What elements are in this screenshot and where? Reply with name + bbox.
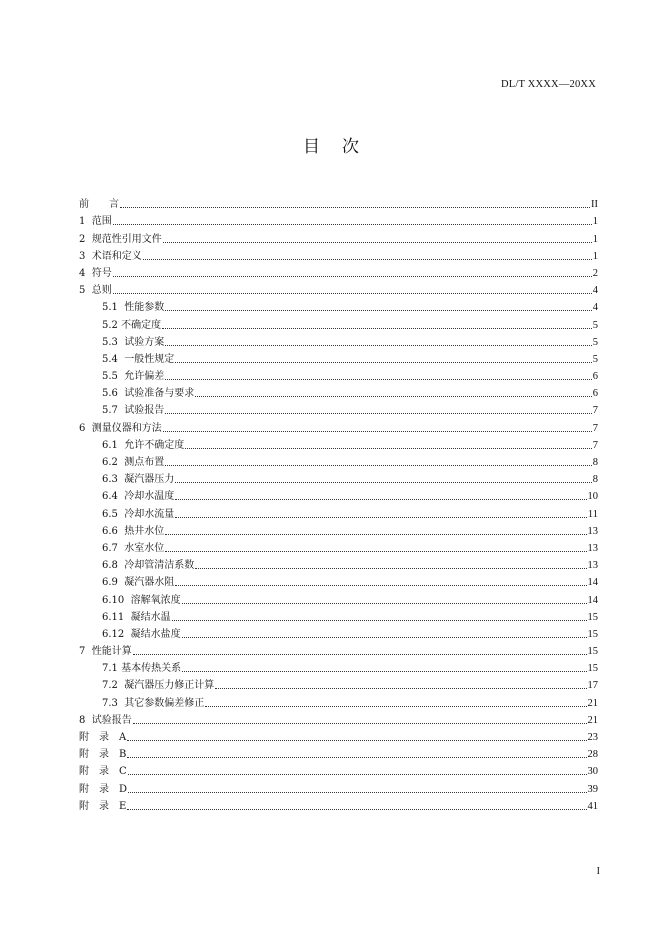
toc-entry-page: 21 [587,697,598,709]
toc-entry-page: 7 [592,422,598,434]
toc-entry[interactable] [79,314,598,331]
toc-entry-label: 6.7 水室水位 [102,542,165,554]
toc-entry[interactable] [79,486,598,503]
toc-entry-label: 7.1 基本传热关系 [102,663,182,675]
toc-dot-leader [175,361,591,363]
toc-entry[interactable] [79,710,598,727]
toc-entry-label: 5.1 性能参数 [102,302,165,314]
toc-entry[interactable] [79,452,598,469]
toc-dot-leader [127,808,586,810]
toc-entry-label: 6.9 凝汽器水阻 [102,577,175,589]
toc-entry-label: 6.2 测点布置 [102,457,165,468]
toc-entry[interactable] [79,658,598,675]
toc-entry-page: 39 [587,783,598,795]
toc-entry-label: 附 录 B [79,749,127,761]
toc-entry[interactable] [79,744,598,761]
toc-entry-label: 5.2 不确定度 [102,319,162,331]
toc-entry-page: 15 [587,628,598,640]
toc-entry[interactable] [79,383,598,400]
toc-entry[interactable] [79,280,598,297]
toc-entry[interactable] [79,555,598,572]
toc-entry-label: 6.5 冷却水流量 [102,508,175,520]
toc-entry[interactable] [79,211,598,228]
table-of-contents [79,194,598,813]
toc-entry-page: 5 [592,319,598,331]
toc-dot-leader [182,636,587,638]
toc-entry[interactable] [79,589,598,606]
toc-entry-page: 4 [592,285,598,297]
toc-entry-label: 1 范围 [79,216,112,228]
toc-dot-leader [120,206,590,208]
toc-entry-label: 6.11 凝结水温 [102,611,171,623]
toc-entry-page: 7 [592,439,598,451]
toc-dot-leader [175,481,591,483]
toc-dot-leader [175,516,587,518]
toc-entry-page: 5 [592,336,598,348]
toc-entry[interactable] [79,675,598,692]
toc-entry[interactable] [79,692,598,709]
toc-entry-label: 6 测量仪器和方法 [79,422,162,434]
toc-entry-label: 6.12 凝结水盐度 [102,628,181,640]
toc-entry[interactable] [79,727,598,744]
toc-dot-leader [175,498,586,500]
toc-entry-label: 附 录 C [79,766,127,778]
toc-entry-page: 13 [587,525,598,537]
toc-entry-page: 10 [587,491,598,503]
toc-entry-label: 5 总则 [79,285,112,297]
toc-dot-leader [205,705,586,707]
toc-entry-page: 21 [587,714,598,726]
toc-entry-label: 5.3 试验方案 [102,336,165,348]
toc-entry-label: 5.4 一般性规定 [102,353,175,365]
toc-entry-label: 6.10 溶解氧浓度 [102,594,181,606]
toc-entry-page: 17 [587,680,598,692]
toc-entry[interactable] [79,521,598,538]
toc-entry[interactable] [79,349,598,366]
toc-dot-leader [182,670,586,672]
toc-entry[interactable] [79,796,598,813]
toc-dot-leader [165,344,591,346]
toc-entry[interactable] [79,778,598,795]
toc-dot-leader [215,687,586,689]
toc-entry-page: 15 [587,646,598,658]
toc-dot-leader [128,773,587,775]
toc-dot-leader [113,292,592,294]
toc-entry[interactable] [79,246,598,263]
toc-entry-label: 4 符号 [79,267,112,279]
toc-dot-leader [175,584,586,586]
page-number: I [596,866,600,877]
toc-dot-leader [165,533,586,535]
toc-entry-page: 5 [592,353,598,365]
toc-entry-page: 30 [587,766,598,778]
toc-entry-page: 2 [592,267,598,279]
toc-entry-label: 2 规范性引用文件 [79,233,162,245]
toc-entry[interactable] [79,538,598,555]
toc-entry-page: 15 [587,663,598,675]
toc-entry-page: 8 [592,474,598,486]
toc-dot-leader [127,739,586,741]
toc-entry[interactable] [79,624,598,641]
toc-entry-page: II [591,199,598,211]
toc-entry-label: 前 言 [79,199,119,211]
toc-entry-label: 6.1 允许不确定度 [102,439,185,451]
toc-dot-leader [195,395,591,397]
toc-dot-leader [172,619,587,621]
toc-entry[interactable] [79,332,598,349]
toc-dot-leader [165,309,591,311]
toc-entry[interactable] [79,761,598,778]
toc-dot-leader [133,653,587,655]
toc-entry-label: 附 录 E [79,800,127,812]
toc-entry-label: 5.5 允许偏差 [102,371,165,383]
toc-entry-page: 8 [592,457,598,468]
toc-entry-label: 6.4 冷却水温度 [102,491,175,503]
toc-dot-leader [165,550,586,552]
page-title: 目次 [303,137,381,157]
toc-dot-leader [195,567,586,569]
toc-entry[interactable] [79,641,598,658]
toc-dot-leader [162,327,592,329]
toc-entry-page: 1 [592,216,598,228]
toc-dot-leader [113,275,592,277]
toc-entry[interactable] [79,297,598,314]
toc-entry-page: 41 [587,800,598,812]
toc-entry[interactable] [79,572,598,589]
toc-entry-label: 7 性能计算 [79,646,132,658]
toc-entry-page: 14 [587,577,598,589]
toc-dot-leader [113,223,592,225]
toc-entry-label: 5.6 试验准备与要求 [102,388,195,400]
toc-entry[interactable] [79,194,598,211]
toc-dot-leader [165,412,591,414]
toc-entry-label: 3 术语和定义 [79,250,142,262]
toc-entry-label: 6.6 热井水位 [102,525,165,537]
document-code: DL/T XXXX—20XX [500,79,596,90]
toc-entry-page: 1 [592,250,598,262]
toc-entry-page: 6 [592,371,598,383]
toc-entry-page: 4 [592,302,598,314]
toc-entry-page: 1 [592,233,598,245]
toc-dot-leader [128,791,586,793]
toc-entry-label: 6.8 冷却管清洁系数 [102,560,195,572]
toc-dot-leader [165,464,591,466]
toc-dot-leader [163,241,592,243]
toc-entry[interactable] [79,435,598,452]
toc-dot-leader [163,430,592,432]
toc-entry-page: 13 [587,542,598,554]
toc-entry-page: 23 [587,732,598,743]
toc-entry-page: 13 [587,560,598,572]
toc-entry[interactable] [79,503,598,520]
toc-entry-page: 14 [587,594,598,606]
toc-entry[interactable] [79,607,598,624]
toc-entry-label: 附 录 A [79,732,127,743]
toc-entry-label: 7.2 凝汽器压力修正计算 [102,680,215,692]
toc-entry-page: 11 [587,508,598,520]
toc-entry[interactable] [79,469,598,486]
toc-dot-leader [185,447,591,449]
toc-dot-leader [182,602,587,604]
toc-entry-label: 6.3 凝汽器压力 [102,474,175,486]
toc-dot-leader [143,258,592,260]
toc-entry-page: 6 [592,388,598,400]
toc-entry[interactable] [79,263,598,280]
toc-entry[interactable] [79,228,598,245]
toc-entry[interactable] [79,366,598,383]
toc-dot-leader [133,722,587,724]
toc-entry-label: 8 试验报告 [79,714,132,726]
toc-entry-label: 附 录 D [79,783,128,795]
toc-dot-leader [165,378,591,380]
toc-entry-label: 7.3 其它参数偏差修正 [102,697,205,709]
toc-entry-label: 5.7 试验报告 [102,405,165,417]
toc-entry-page: 28 [587,749,598,761]
toc-dot-leader [127,756,586,758]
toc-entry[interactable] [79,417,598,434]
toc-entry[interactable] [79,400,598,417]
toc-entry-page: 7 [592,405,598,417]
toc-entry-page: 15 [587,611,598,623]
